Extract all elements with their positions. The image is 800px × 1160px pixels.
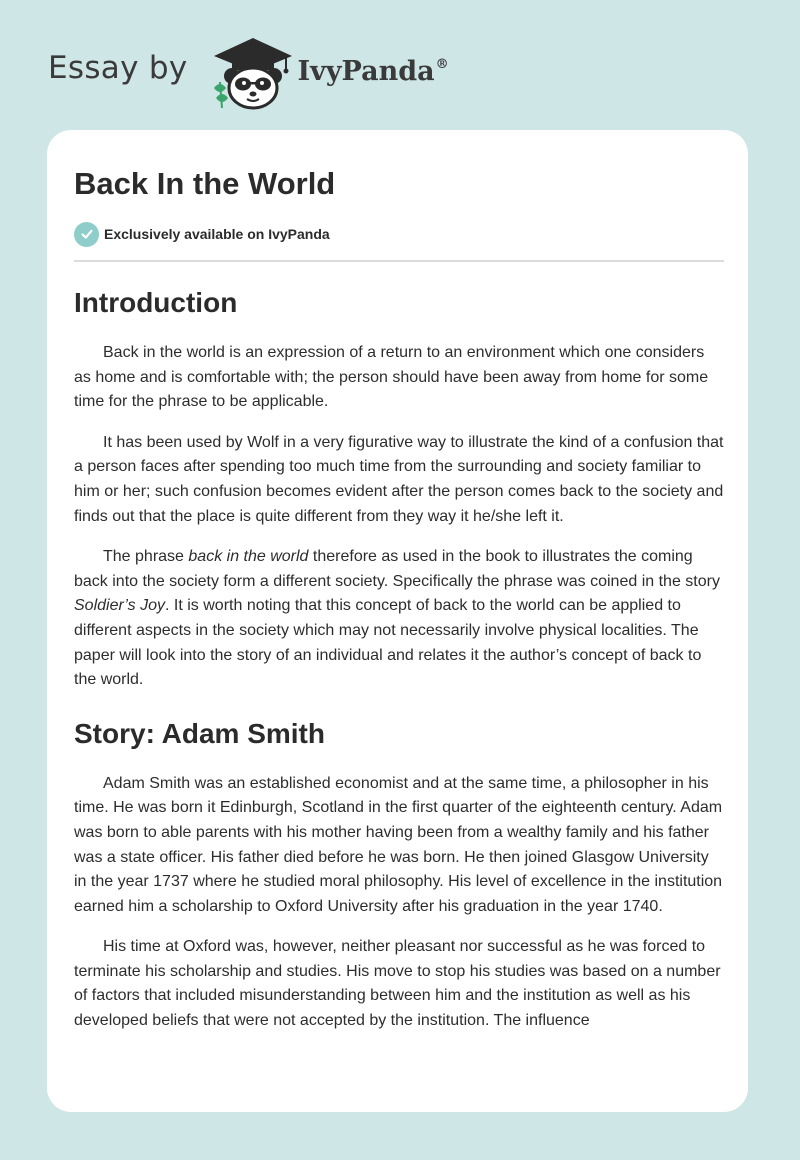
paragraph — [74, 545, 724, 693]
paragraph-text: The phrase — [103, 548, 189, 566]
paragraph: Back in the world is an expression of a return to an environment which one considers as home and is comfortable with; the person should have been away from home for some time for the phrase to be applicable. — [74, 344, 709, 411]
title-divider — [74, 260, 724, 262]
exclusive-badge — [74, 221, 724, 247]
paragraph-text: . It is worth noting that this concept of back to the world can be applied to different aspects in the society which may not necessarily involve physical localities. The paper will look into the story of an individual and relates it the author’s concept of back to the world. — [74, 597, 702, 689]
site-header — [48, 32, 449, 112]
paragraph: It has been used by Wolf in a very figurative way to illustrate the kind of a confusion that a person faces after spending too much time from the surrounding and society familiar to him or her; such confusion becomes evident after the person comes back to the society and finds out that the place is quite different from they way it he/she left it. — [74, 433, 724, 525]
paragraph: Adam Smith was an established economist and at the same time, a philosopher in his time. He was born it Edinburgh, Scotland in the first quarter of the eighteenth century. Adam was born to able parents with his mother having been from a wealthy family and his father was a state officer. His father died before he was born. He then joined Glasgow University in the year 1737 where he studied moral philosophy. His level of excellence in the institution earned him a scholarship to Oxford University after his graduation in the year 1740. — [74, 774, 723, 915]
brand-logo-link[interactable] — [206, 32, 449, 112]
essay-content — [74, 164, 724, 1034]
story-title: Soldier’s Joy — [74, 597, 166, 615]
paragraph: His time at Oxford was, however, neither pleasant nor successful as he was forced to terminate his scholarship and studies. His move to stop his studies was based on a number of factors that included misunderstanding between him and the institution as well as his developed beliefs that were not accepted by the institution. The influence — [74, 938, 721, 1030]
page-title: Back In the World — [74, 166, 336, 201]
section-story — [74, 717, 724, 1034]
checkmark-icon — [74, 222, 99, 247]
brand-prefix: Essay by — [48, 50, 188, 86]
exclusive-label: Exclusively available on IvyPanda — [104, 226, 330, 242]
emphasis-text: back in the world — [188, 548, 309, 566]
paragraph-text: therefore as used in the book to illustrates the coming back into the society form a different society. Specifically the phrase was coined in the story — [74, 548, 720, 590]
section-heading: Story: Adam Smith — [74, 717, 325, 749]
brand-name-text: IvyPanda — [297, 55, 435, 87]
section-introduction — [74, 286, 724, 693]
brand-name — [298, 56, 449, 87]
panda-logo-icon — [206, 32, 296, 112]
essay-card — [47, 130, 748, 1112]
section-heading: Introduction — [74, 287, 238, 318]
registered-mark: ® — [435, 56, 449, 72]
